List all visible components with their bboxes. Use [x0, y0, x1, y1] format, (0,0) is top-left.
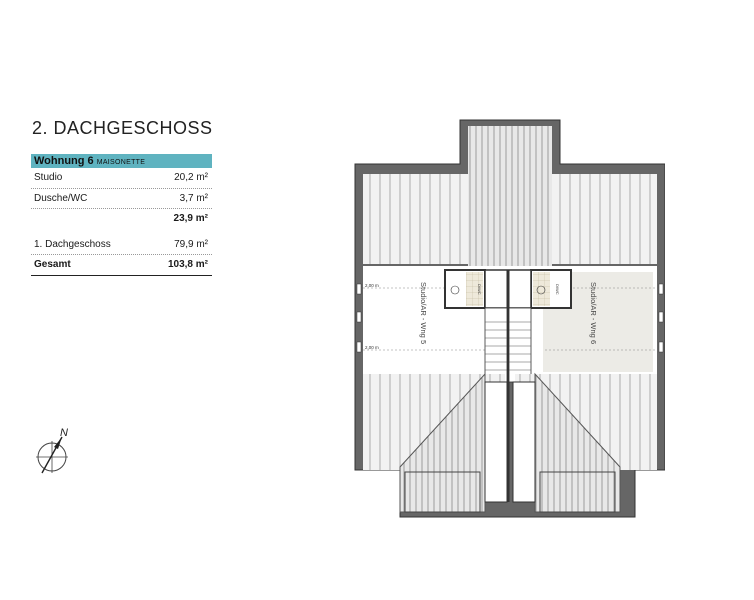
balcony-right	[540, 472, 615, 512]
area-value: 79,9 m²	[174, 238, 208, 250]
floor-plan	[335, 112, 665, 522]
area-subtotal-row	[31, 209, 212, 229]
dimension-label: 2,00 m	[365, 345, 379, 350]
bathroom-label: D/WC	[555, 284, 560, 295]
roof-ridge-middle	[468, 170, 552, 270]
staircase-left	[485, 308, 507, 382]
area-subtotal-value: 23,9 m²	[173, 213, 208, 224]
area-label: Studio	[34, 172, 63, 183]
corridor-left	[485, 382, 507, 502]
area-total-row	[31, 255, 212, 276]
area-label: 1. Dachgeschoss	[34, 238, 111, 250]
compass-icon	[30, 425, 78, 480]
area-label: Dusche/WC	[34, 192, 88, 204]
area-total-value: 103,8 m²	[167, 259, 208, 270]
page-title: 2. DACHGESCHOSS	[32, 118, 213, 138]
staircase-right	[509, 308, 531, 382]
unit-header	[31, 154, 212, 168]
area-value: 3,7 m²	[179, 192, 208, 204]
area-value: 20,2 m²	[174, 172, 208, 183]
corridor-right	[513, 382, 535, 502]
balcony-left	[405, 472, 480, 512]
dimension-label: 2,00 m	[365, 283, 379, 288]
room-label-left: Studio/AR - Wng 5	[419, 282, 428, 345]
area-table	[31, 168, 212, 276]
unit-type: MAISONETTE	[96, 159, 146, 166]
compass-north-label: N	[60, 427, 68, 439]
unit-name: Wohnung 6	[34, 155, 94, 167]
area-total-label: Gesamt	[34, 259, 71, 270]
bathroom-label: D/WC	[477, 284, 482, 295]
roof-ridge	[468, 126, 552, 174]
area-row	[31, 168, 212, 189]
bathroom-left	[445, 270, 485, 308]
bathroom-right	[531, 270, 571, 308]
area-row	[31, 189, 212, 210]
room-label-right: Studio/AR - Wng 6	[589, 282, 598, 345]
area-row	[31, 235, 212, 256]
